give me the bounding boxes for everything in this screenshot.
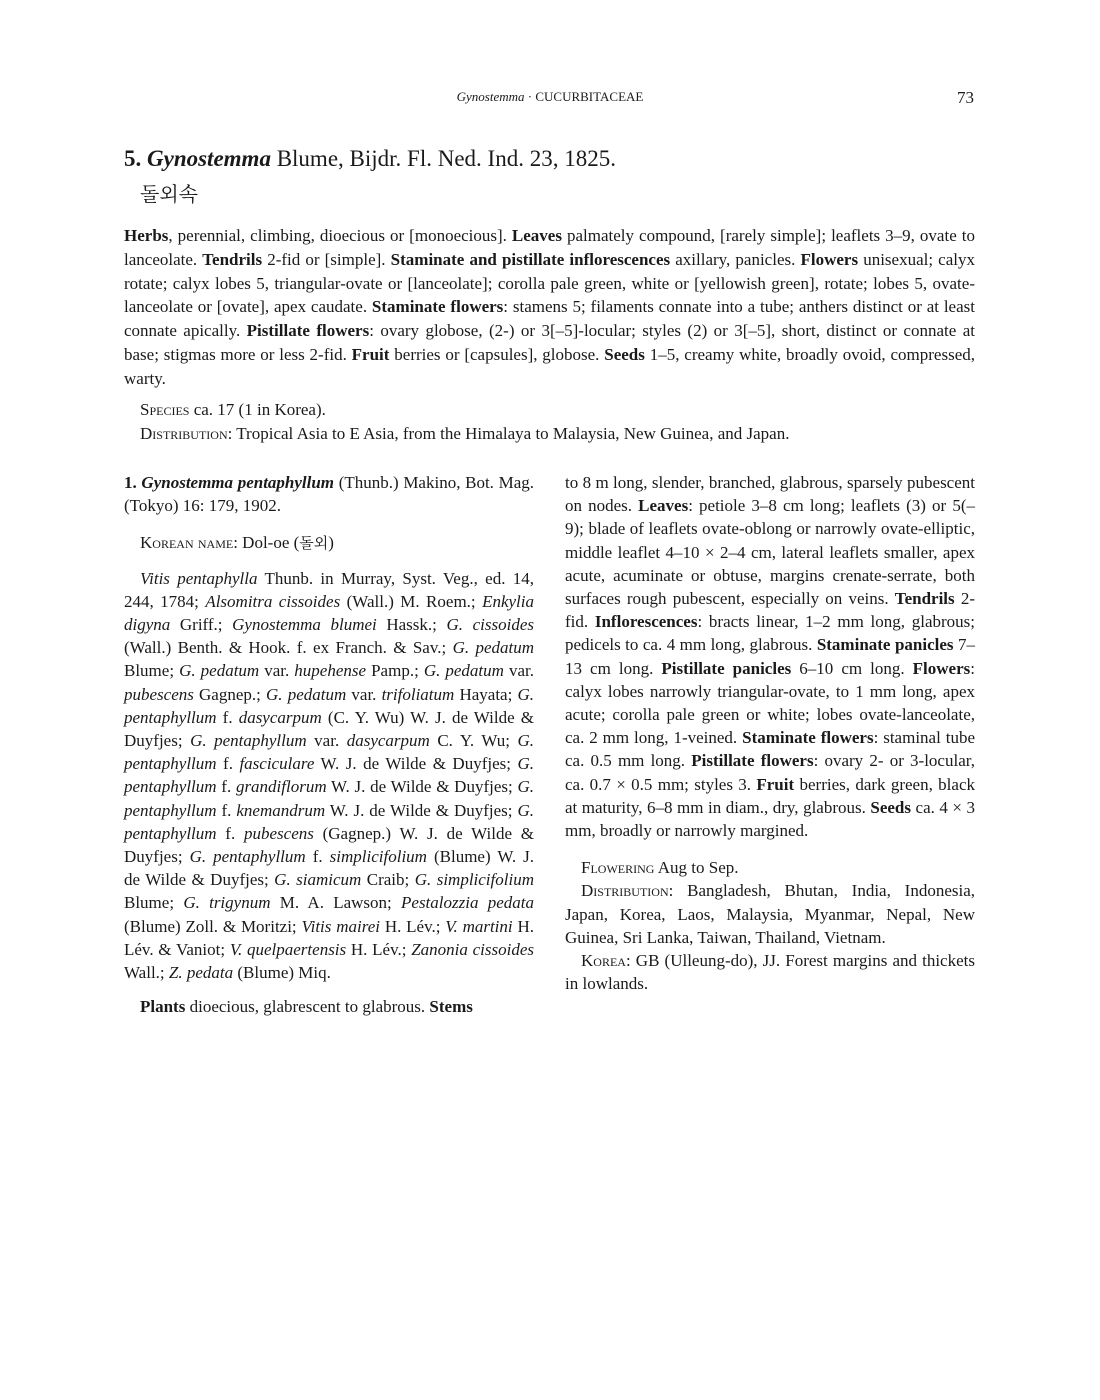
- species-count-text: ca. 17 (1 in Korea).: [189, 400, 326, 419]
- desc-text-tendrils: 2-fid or [simple].: [262, 249, 391, 269]
- species-distribution: [565, 879, 975, 949]
- character-label: Leaves: [638, 496, 689, 516]
- species-description-start: [124, 995, 534, 1018]
- text-run: M. A. Lawson;: [270, 893, 402, 913]
- taxon-name: V. quelpaertensis: [229, 939, 347, 959]
- desc-label-tendrils: Tendrils: [202, 249, 263, 269]
- text-run: f.: [216, 823, 244, 843]
- text-run: Pamp.;: [366, 661, 424, 681]
- korea-text: : GB (Ulleung-do), JJ. Forest margins and thickets in lowlands.: [565, 951, 975, 994]
- korea-label: Korea: [581, 951, 626, 971]
- species-distribution-label: Distribution: [581, 881, 669, 901]
- taxon-name: G. pedatum: [423, 661, 504, 681]
- flowering-text: Aug to Sep.: [654, 858, 739, 878]
- genus-distribution-text: : Tropical Asia to E Asia, from the Himalaya to Malaysia, New Guinea, and Japan.: [227, 424, 790, 443]
- character-label: Fruit: [756, 774, 795, 794]
- desc-label-leaves: Leaves: [511, 226, 562, 245]
- korea-distribution: [565, 949, 975, 995]
- genus-distribution: [140, 422, 789, 445]
- taxon-name: Zanonia cissoides: [411, 939, 535, 959]
- genus-heading: [124, 146, 616, 172]
- character-label: Flowers: [912, 658, 971, 678]
- taxon-name: trifoliatum: [381, 684, 455, 704]
- text-run: var.: [259, 661, 295, 681]
- korean-name-line: [124, 531, 534, 555]
- text-run: Hayata;: [454, 684, 518, 704]
- species-count-label: Species: [140, 400, 190, 419]
- taxon-name: G. pentaphyllum: [124, 731, 534, 774]
- desc-text-flowers: unisexual; calyx rotate; calyx lobes 5, triangular-ovate or [lanceolate]; corolla pale green, white or [yellowish green], rotate; lobes 5, ovate-lanceolate or [ovate], apex caudate.: [124, 249, 975, 317]
- taxon-name: Alsomitra cissoides: [205, 591, 341, 611]
- genus-distribution-label: Distribution: [140, 424, 228, 443]
- taxon-name: G. cissoides: [446, 615, 535, 635]
- text-run: W. J. de Wilde & Duyfjes;: [314, 754, 518, 774]
- text-run: Craib;: [361, 870, 415, 890]
- species-column-right: [565, 471, 975, 995]
- taxon-name: Enkylia digyna: [124, 591, 534, 635]
- genus-name: Gynostemma: [147, 146, 271, 171]
- desc-text-pistillate: : ovary globose, (2-) or 3[–5]-locular; styles (2) or 3[–5], short, distinct or connate at base; stigmas more or less 2-fid.: [124, 321, 975, 364]
- text-run: (Wall.) M. Roem.;: [340, 591, 483, 611]
- running-header: [0, 89, 1100, 105]
- character-label: Staminate panicles: [816, 635, 954, 655]
- korean-name-close: ): [328, 533, 334, 553]
- taxon-name: G. pentaphyllum: [124, 777, 534, 820]
- character-label: Stems: [429, 997, 473, 1017]
- korean-name-romanized: : Dol-oe (: [233, 533, 300, 553]
- taxon-name: G. pentaphyllum: [124, 754, 534, 797]
- taxon-name: dasycarpum: [238, 707, 322, 727]
- text-run: f.: [216, 707, 239, 727]
- text-run: 7–13 cm long.: [565, 635, 975, 678]
- desc-label-fruit: Fruit: [351, 344, 390, 364]
- taxon-name: dasycarpum: [346, 731, 430, 751]
- taxon-name: Gynostemma blumei: [232, 615, 377, 635]
- desc-label-staminate: Staminate flowers: [371, 297, 504, 317]
- text-run: f.: [305, 847, 330, 867]
- species-author: (Thunb.) Makino, Bot. Mag. (Tokyo) 16: 179, 1902.: [124, 473, 534, 516]
- desc-text-inflorescences: axillary, panicles.: [670, 249, 801, 269]
- text-run: f.: [216, 754, 240, 774]
- text-run: H. Lév.;: [346, 939, 412, 959]
- text-run: Gagnep.;: [193, 684, 267, 704]
- flowering: [565, 856, 975, 879]
- character-label: Staminate flowers: [742, 728, 874, 748]
- character-label: Plants: [140, 997, 186, 1017]
- desc-label-flowers: Flowers: [800, 249, 859, 269]
- text-run: dioecious, glabrescent to glabrous.: [185, 997, 430, 1017]
- text-run: (Gagnep.) W. J. de Wilde & Duyfjes;: [124, 823, 534, 867]
- text-run: Griff.;: [170, 615, 233, 635]
- taxon-name: pubescens: [243, 823, 314, 843]
- character-label: Pistillate flowers: [691, 751, 814, 771]
- text-run: W. J. de Wilde & Duyfjes;: [326, 777, 518, 797]
- desc-text-seeds: 1–5, creamy white, broadly ovoid, compressed, warty.: [124, 344, 975, 388]
- text-run: Thunb. in Murray, Syst. Veg., ed. 14, 244, 1784;: [124, 568, 535, 611]
- taxon-name: G. pedatum: [179, 661, 260, 681]
- text-run: Wall.;: [124, 963, 169, 983]
- korean-name-hangul: 돌외: [299, 534, 329, 553]
- taxon-name: G. siamicum: [274, 870, 362, 890]
- character-label: Inflorescences: [594, 612, 698, 632]
- text-run: f.: [216, 800, 237, 820]
- taxon-name: G. pedatum: [452, 638, 534, 658]
- text-run: H. Lév. & Vaniot;: [124, 916, 534, 959]
- genus-citation: Blume, Bijdr. Fl. Ned. Ind. 23, 1825.: [270, 146, 616, 171]
- text-run: to 8 m long, slender, branched, glabrous, sparsely pubescent on nodes.: [565, 473, 975, 516]
- desc-label-herbs: Herbs: [124, 226, 169, 245]
- taxon-name: G. pentaphyllum: [124, 684, 535, 727]
- species-count: [140, 398, 326, 421]
- character-label: Pistillate panicles: [661, 658, 792, 678]
- taxon-name: Vitis mairei: [301, 916, 380, 936]
- flowering-label: Flowering: [581, 858, 655, 878]
- species-number: 1.: [124, 473, 137, 492]
- species-heading: [124, 471, 534, 517]
- text-run: 6–10 cm long.: [791, 658, 913, 678]
- text-run: var.: [306, 731, 347, 751]
- taxon-name: G. simplicifolium: [414, 870, 534, 890]
- text-run: Hassk.;: [376, 615, 447, 635]
- page-number: 73: [957, 88, 974, 107]
- taxon-name: pubescens: [124, 684, 194, 704]
- text-run: f.: [216, 777, 236, 797]
- species-distribution-text: : Bangladesh, Bhutan, India, Indonesia, Japan, Korea, Laos, Malaysia, Myanmar, Nepal, New Guinea, Sri Lanka, Taiwan, Thailand, Vietnam.: [565, 881, 975, 947]
- text-run: : bracts linear, 1–2 mm long, glabrous; pedicels to ca. 4 mm long, glabrous.: [565, 612, 975, 655]
- genus-korean-name: 돌외속: [140, 182, 198, 206]
- text-run: berries, dark green, black at maturity, 6–8 mm in diam., dry, glabrous.: [565, 774, 975, 817]
- desc-label-seeds: Seeds: [604, 344, 645, 364]
- text-run: var.: [346, 684, 382, 704]
- species-column-left: [124, 471, 534, 1018]
- taxon-name: Vitis pentaphylla: [140, 568, 258, 588]
- taxon-name: hupehense: [294, 661, 367, 681]
- text-run: : calyx lobes narrowly triangular-ovate, to 1 mm long, apex acute; corolla pale green or white; lobes ovate-lanceolate, ca. 2 mm long, 1-veined.: [565, 658, 975, 748]
- text-run: : petiole 3–8 cm long; leaflets (3) or 5(–9); blade of leaflets ovate-oblong or narrowly ovate-elliptic, middle leaflet 4–10 × 2–4 cm, lateral leaflets smaller, apex acute, acuminate or obtuse, margins crenate-serrate, both surfaces rough pubescent, especially on veins.: [565, 496, 975, 609]
- text-run: H. Lév.;: [379, 916, 446, 936]
- text-run: 2-fid.: [565, 589, 975, 632]
- text-run: Blume;: [124, 893, 184, 913]
- text-run: : staminal tube ca. 0.5 mm long.: [565, 728, 975, 771]
- taxon-name: grandiflorum: [235, 777, 327, 797]
- taxon-name: G. pentaphyllum: [124, 800, 534, 843]
- taxon-name: Z. pedata: [168, 963, 234, 983]
- taxon-name: G. pedatum: [266, 684, 347, 704]
- taxon-name: G. pentaphyllum: [189, 847, 306, 867]
- taxon-name: G. pentaphyllum: [190, 731, 307, 751]
- genus-number: 5.: [124, 146, 142, 171]
- character-label: Seeds: [870, 797, 912, 817]
- running-header-genus: Gynostemma: [456, 89, 525, 104]
- text-run: Blume;: [124, 661, 180, 681]
- desc-text-herbs: , perennial, climbing, dioecious or [monoecious].: [168, 226, 512, 245]
- taxon-name: G. trigynum: [183, 893, 271, 913]
- desc-text-fruit: berries or [capsules], globose.: [389, 344, 605, 364]
- species-name: Gynostemma pentaphyllum: [141, 473, 335, 492]
- text-run: (Wall.) Benth. & Hook. f. ex Franch. & Sav.;: [124, 638, 453, 658]
- desc-text-staminate: : stamens 5; filaments connate into a tube; anthers distinct or at least connate apically.: [124, 297, 975, 341]
- desc-text-leaves: palmately compound, [rarely simple]; leaflets 3–9, ovate to lanceolate.: [124, 226, 975, 269]
- text-run: W. J. de Wilde & Duyfjes;: [325, 800, 518, 820]
- text-run: ca. 4 × 3 mm, broadly or narrowly margined.: [565, 797, 975, 841]
- text-run: (C. Y. Wu) W. J. de Wilde & Duyfjes;: [124, 707, 534, 751]
- desc-label-inflorescences: Staminate and pistillate inflorescences: [390, 249, 671, 269]
- taxon-name: knemandrum: [236, 800, 326, 820]
- desc-label-pistillate: Pistillate flowers: [246, 321, 370, 341]
- text-run: (Blume) W. J. de Wilde & Duyfjes;: [124, 847, 534, 890]
- text-run: var.: [503, 661, 534, 681]
- text-run: (Blume) Zoll. & Moritzi;: [124, 916, 302, 936]
- character-label: Tendrils: [894, 589, 955, 609]
- taxon-name: fasciculare: [239, 754, 315, 774]
- synonymy: [124, 567, 534, 985]
- taxon-name: Pestalozzia pedata: [401, 893, 534, 913]
- running-header-family: · CUCURBITACEAE: [524, 89, 644, 104]
- genus-description: [124, 224, 975, 391]
- text-run: C. Y. Wu;: [429, 731, 518, 751]
- taxon-name: V. martini: [445, 916, 513, 936]
- korean-name-label: Korean name: [140, 533, 234, 553]
- taxon-name: simplicifolium: [329, 847, 427, 867]
- species-description-continued: [565, 471, 975, 842]
- text-run: : ovary 2- or 3-locular, ca. 0.7 × 0.5 mm; styles 3.: [565, 751, 975, 794]
- text-run: (Blume) Miq.: [233, 963, 331, 983]
